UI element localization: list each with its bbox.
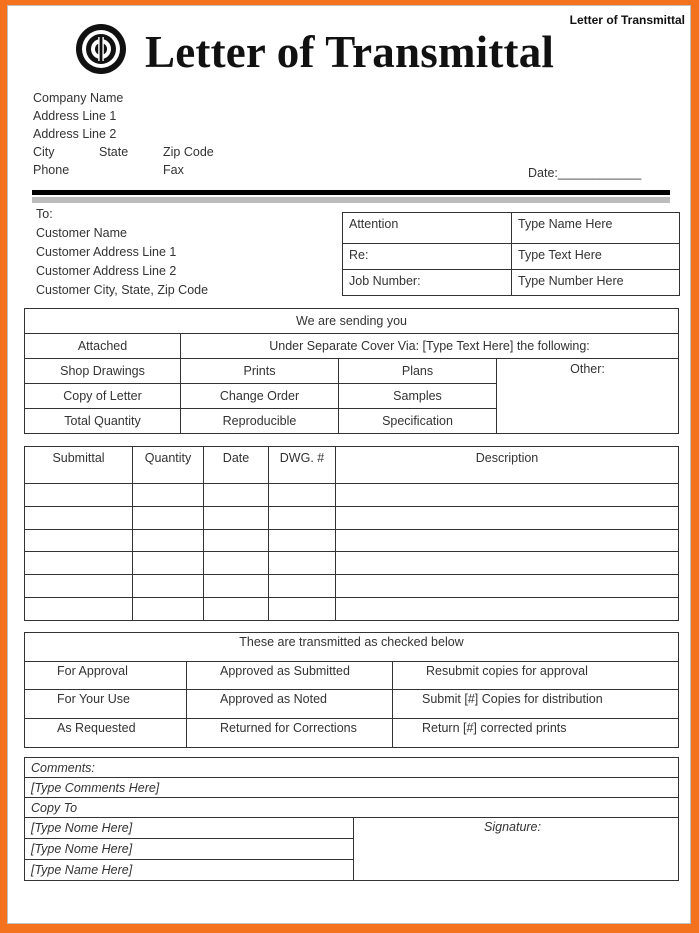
copy-to-name-3[interactable]: [Type Name Here] bbox=[25, 860, 354, 881]
recipient-address2: Customer Address Line 2 bbox=[36, 264, 177, 278]
submit-copies-option[interactable]: Submit [#] Copies for distribution bbox=[393, 690, 679, 719]
date-field: Date:____________ bbox=[528, 166, 642, 180]
logo-icon bbox=[75, 23, 127, 75]
company-fax: Fax bbox=[163, 163, 184, 177]
table-row bbox=[25, 552, 679, 575]
resubmit-option[interactable]: Resubmit copies for approval bbox=[393, 662, 679, 690]
job-number-label: Job Number: bbox=[343, 270, 512, 296]
header-divider bbox=[32, 190, 670, 195]
re-label: Re: bbox=[343, 244, 512, 270]
return-corrected-prints-option[interactable]: Return [#] corrected prints bbox=[393, 719, 679, 748]
attention-value[interactable]: Type Name Here bbox=[512, 213, 680, 244]
recipient-address1: Customer Address Line 1 bbox=[36, 245, 177, 259]
attention-label: Attention bbox=[343, 213, 512, 244]
re-value[interactable]: Type Text Here bbox=[512, 244, 680, 270]
comments-label: Comments: bbox=[25, 758, 679, 778]
samples-option[interactable]: Samples bbox=[339, 384, 497, 409]
returned-for-corrections-option[interactable]: Returned for Corrections bbox=[187, 719, 393, 748]
other-option[interactable]: Other: bbox=[497, 359, 679, 434]
recipient-block bbox=[36, 205, 208, 300]
description-header: Description bbox=[336, 447, 679, 484]
copy-to-name-1[interactable]: [Type Nome Here] bbox=[25, 818, 354, 839]
specification-option[interactable]: Specification bbox=[339, 409, 497, 434]
transmitted-header: These are transmitted as checked below bbox=[25, 633, 679, 662]
approved-as-submitted-option[interactable]: Approved as Submitted bbox=[187, 662, 393, 690]
company-name: Company Name bbox=[33, 91, 124, 105]
copy-to-name-2[interactable]: [Type Nome Here] bbox=[25, 839, 354, 860]
date-header: Date bbox=[204, 447, 269, 484]
dwg-header: DWG. # bbox=[269, 447, 336, 484]
sending-table bbox=[24, 308, 679, 434]
job-number-value[interactable]: Type Number Here bbox=[512, 270, 680, 296]
comments-field[interactable]: [Type Comments Here] bbox=[25, 778, 679, 798]
company-city: City bbox=[33, 145, 55, 159]
attached-option[interactable]: Attached bbox=[25, 334, 181, 359]
comments-table bbox=[24, 757, 679, 881]
submittal-header: Submittal bbox=[25, 447, 133, 484]
quantity-header: Quantity bbox=[133, 447, 204, 484]
for-your-use-option[interactable]: For Your Use bbox=[25, 690, 187, 719]
company-zip: Zip Code bbox=[163, 145, 214, 159]
transmitted-table bbox=[24, 632, 679, 748]
separate-cover-option[interactable]: Under Separate Cover Via: [Type Text Here] the following: bbox=[181, 334, 679, 359]
page-title: Letter of Transmittal bbox=[145, 27, 555, 77]
copy-of-letter-option[interactable]: Copy of Letter bbox=[25, 384, 181, 409]
header-divider-shadow bbox=[32, 197, 670, 203]
header-small-title: Letter of Transmittal bbox=[569, 13, 685, 27]
as-requested-option[interactable]: As Requested bbox=[25, 719, 187, 748]
signature-field[interactable]: Signature: bbox=[354, 818, 679, 881]
recipient-name: Customer Name bbox=[36, 226, 127, 240]
table-row bbox=[25, 598, 679, 621]
table-row bbox=[25, 530, 679, 552]
total-quantity-option[interactable]: Total Quantity bbox=[25, 409, 181, 434]
copy-to-label: Copy To bbox=[25, 798, 679, 818]
company-address2: Address Line 2 bbox=[33, 127, 117, 141]
change-order-option[interactable]: Change Order bbox=[181, 384, 339, 409]
company-address1: Address Line 1 bbox=[33, 109, 117, 123]
attention-table bbox=[342, 212, 680, 296]
plans-option[interactable]: Plans bbox=[339, 359, 497, 384]
recipient-to: To: bbox=[36, 207, 53, 221]
recipient-city-state-zip: Customer City, State, Zip Code bbox=[36, 283, 209, 297]
table-row bbox=[25, 484, 679, 507]
sending-header: We are sending you bbox=[25, 309, 679, 334]
approved-as-noted-option[interactable]: Approved as Noted bbox=[187, 690, 393, 719]
table-row bbox=[25, 575, 679, 598]
table-row bbox=[25, 507, 679, 530]
company-phone: Phone bbox=[33, 163, 70, 177]
shop-drawings-option[interactable]: Shop Drawings bbox=[25, 359, 181, 384]
company-state: State bbox=[99, 145, 129, 159]
for-approval-option[interactable]: For Approval bbox=[25, 662, 187, 690]
reproducible-option[interactable]: Reproducible bbox=[181, 409, 339, 434]
prints-option[interactable]: Prints bbox=[181, 359, 339, 384]
document-page bbox=[7, 5, 691, 924]
submittal-table bbox=[24, 446, 679, 621]
